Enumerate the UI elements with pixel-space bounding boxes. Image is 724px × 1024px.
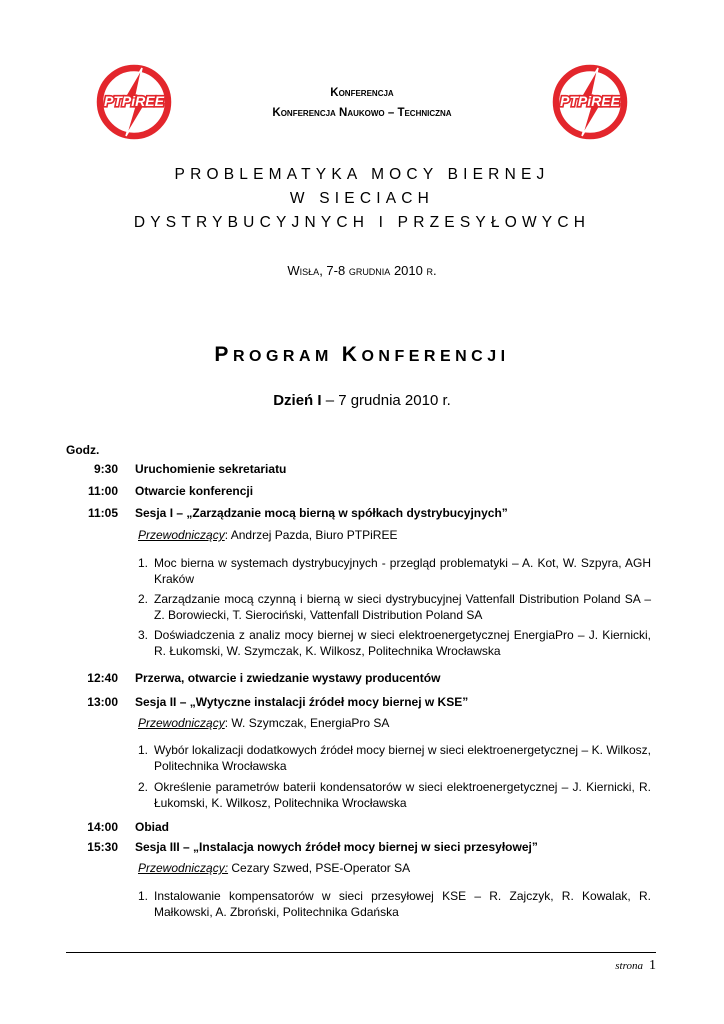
program-word-rest: ROGRAM: [232, 348, 342, 365]
hours-label: Godz.: [66, 443, 100, 457]
program-initial-k: K: [341, 343, 362, 366]
schedule-row: [0, 840, 724, 857]
list-item: [138, 889, 651, 920]
title-line-1: PROBLEMATYKA MOCY BIERNEJ: [174, 166, 550, 183]
footer-divider: [66, 952, 656, 953]
place-date: [0, 263, 724, 278]
logo-lettering: PTPiREE: [104, 93, 164, 109]
item-text: Instalowanie kompensatorów w sieci przesyłowej KSE – R. Zajczyk, R. Kowalak, R. Małkowski, A. Zbroński, Politechnika Gdańska: [154, 889, 651, 919]
place-city: Wisła: [287, 263, 320, 278]
conference-title: [0, 163, 724, 235]
item-number: 1.: [138, 889, 149, 903]
session-chair: [138, 716, 389, 730]
chair-label: Przewodniczący: [138, 716, 225, 730]
schedule-time: 9:30: [93, 462, 118, 476]
schedule-text: Sesja I – „Zarządzanie mocą bierną w spółkach dystrybucyjnych”: [135, 506, 508, 520]
schedule-row: [0, 820, 724, 837]
footer-page-number: 1: [649, 958, 656, 973]
program-heading: [0, 343, 724, 367]
program-initial-p: P: [214, 343, 233, 366]
list-item: [138, 780, 651, 811]
item-number: 1.: [138, 556, 149, 570]
schedule-row: [0, 695, 724, 712]
item-number: 3.: [138, 628, 149, 642]
schedule-text: Obiad: [135, 820, 170, 834]
program-word-rest-2: ONFERENCJI: [361, 348, 510, 365]
schedule-row: [0, 671, 724, 688]
chair-separator: :: [224, 716, 232, 730]
session-chair: [138, 861, 410, 875]
place-year: 2010: [390, 263, 427, 278]
item-number: 1.: [138, 743, 149, 757]
schedule-text: Sesja III – „Instalacja nowych źródeł mocy biernej w sieci przesyłowej”: [135, 840, 538, 854]
item-number: 2.: [138, 592, 149, 606]
title-line-3: DYSTRYBUCYJNYCH I PRZESYŁOWYCH: [133, 214, 591, 231]
chair-separator: :: [224, 528, 231, 542]
schedule-time: 11:05: [87, 506, 118, 520]
item-text: Doświadczenia z analiz mocy biernej w sieci elektroenergetycznej EnergiaPro – J. Kiernicki, R. Łukomski, W. Szymczak, K. Wilkosz, Politechnika Wrocławska: [154, 628, 651, 658]
list-item: [138, 628, 651, 659]
chair-name: W. Szymczak, EnergiaPro SA: [231, 716, 390, 730]
schedule-row: [0, 484, 724, 501]
place-suffix: r.: [426, 263, 437, 278]
list-item: [138, 592, 651, 623]
list-item: [138, 556, 651, 587]
item-text: Wybór lokalizacji dodatkowych źródeł mocy biernej w sieci elektroenergetycznej – K. Wilkosz, Politechnika Wrocławska: [154, 743, 651, 773]
day-heading: [0, 392, 724, 409]
chair-label: Przewodniczący: [138, 528, 225, 542]
chair-label: Przewodniczący:: [138, 861, 229, 875]
schedule-time: 15:30: [87, 840, 118, 854]
list-item: [138, 743, 651, 774]
footer-page-word: strona: [615, 960, 643, 972]
header-line-1: Konferencja: [330, 87, 394, 99]
place-month: grudnia: [348, 263, 391, 278]
item-text: Moc bierna w systemach dystrybucyjnych - przegląd problematyki – A. Kot, W. Szpyra, AGH Kraków: [154, 556, 651, 586]
session-chair: [138, 528, 397, 542]
item-number: 2.: [138, 780, 149, 794]
schedule-text: Przerwa, otwarcie i zwiedzanie wystawy producentów: [135, 671, 441, 685]
schedule-time: 12:40: [87, 671, 118, 685]
schedule-time: 11:00: [87, 484, 118, 498]
schedule-text: Otwarcie konferencji: [135, 484, 254, 498]
schedule-text: Sesja II – „Wytyczne instalacji źródeł mocy biernej w KSE”: [135, 695, 469, 709]
item-text: Zarządzanie mocą czynną i bierną w sieci dystrybucyjnej Vattenfall Distribution Poland SA – Z. Borowiecki, T. Sierociński, Vattenfall Distribution Poland SA: [154, 592, 651, 622]
place-days: , 7-8: [319, 263, 349, 278]
title-line-2: W SIECIACH: [289, 190, 435, 207]
schedule-text: Uruchomienie sekretariatu: [135, 462, 287, 476]
logo-lettering: PTPiREE: [560, 93, 620, 109]
day-label: Dzień I: [273, 392, 322, 409]
day-date: – 7 grudnia 2010 r.: [321, 392, 451, 409]
item-text: Określenie parametrów baterii kondensatorów w sieci elektroenergetycznej – J. Kiernicki, R. Łukomski, K. Wilkosz, Politechnika Wrocławska: [154, 780, 651, 810]
schedule-time: 13:00: [87, 695, 118, 709]
schedule-row: [0, 462, 724, 479]
schedule-row: [0, 506, 724, 523]
chair-name: Andrzej Pazda, Biuro PTPiREE: [230, 528, 398, 542]
chair-name: Cezary Szwed, PSE-Operator SA: [231, 861, 411, 875]
header-line-2: Konferencja Naukowo – Techniczna: [272, 107, 452, 119]
schedule-time: 14:00: [87, 820, 118, 834]
page-footer: [615, 956, 656, 974]
conference-header: [0, 83, 724, 123]
